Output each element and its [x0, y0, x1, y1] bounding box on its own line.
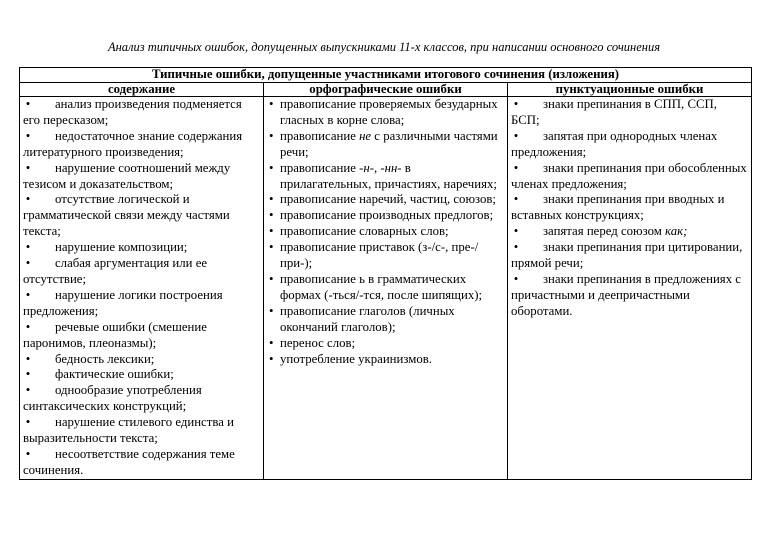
list-item-text: правописание: [280, 160, 360, 175]
bullet-icon: •: [269, 303, 274, 318]
list-item: [23, 352, 260, 368]
list-item-text: правописание словарных слов;: [280, 224, 449, 239]
list-item: [23, 97, 260, 129]
list-item: [267, 272, 504, 304]
list-item: [511, 272, 748, 320]
list-item-text: знаки препинания при цитировании, прямой речи;: [511, 240, 743, 271]
bullet-icon: •: [25, 192, 31, 207]
list-item-text: правописание проверяемых безударных гласных в корне слова;: [280, 97, 498, 127]
bullet-icon: •: [513, 128, 519, 143]
list-item-text: правописание ь в грамматических формах (-ться/-тся, после шипящих);: [280, 271, 483, 302]
list-item-text: употребление украинизмов.: [280, 351, 432, 366]
list-item-text: знаки препинания при вводных и вставных конструкциях;: [511, 192, 725, 223]
bullet-icon: •: [269, 208, 274, 223]
punctuation-errors-cell: [508, 97, 752, 480]
bullet-icon: •: [513, 224, 519, 239]
bullet-icon: •: [25, 367, 31, 382]
document-caption: Анализ типичных ошибок, допущенных выпускниками 11-х классов, при написании основного сочинения: [107, 40, 661, 54]
bullet-icon: •: [269, 351, 274, 366]
list-item-text: речевые ошибки (смешение паронимов, плеоназмы);: [23, 319, 207, 350]
bullet-icon: •: [25, 128, 31, 143]
bullet-icon: •: [513, 160, 519, 175]
list-item-text: правописание производных предлогов;: [280, 208, 494, 223]
list-item: [23, 320, 260, 352]
list-item: [267, 240, 504, 272]
bullet-icon: •: [513, 240, 519, 255]
list-item-text: с различными частями речи;: [280, 128, 498, 159]
spelling-errors-cell: [264, 97, 508, 480]
bullet-icon: •: [513, 271, 519, 286]
list-item-text: как;: [665, 224, 688, 239]
list-item: [511, 240, 748, 272]
list-item: [23, 447, 260, 479]
bullet-icon: •: [25, 287, 31, 302]
column-header-content: содержание: [20, 82, 264, 97]
list-item: [267, 224, 504, 240]
list-item: [23, 161, 260, 193]
list-item-text: однообразие употребления синтаксических конструкций;: [23, 383, 202, 414]
list-item: [267, 304, 504, 336]
list-item: [267, 129, 504, 161]
list-item-text: бедность лексики;: [55, 351, 155, 366]
bullet-icon: •: [269, 160, 274, 175]
bullet-icon: •: [25, 256, 31, 271]
list-item-text: несоответствие содержания теме сочинения.: [23, 446, 235, 477]
list-item-text: отсутствие логической и грамматической связи между частями текста;: [23, 192, 230, 239]
list-item: [23, 129, 260, 161]
list-item-text: нарушение композиции;: [55, 240, 188, 255]
bullet-icon: •: [269, 97, 274, 111]
bullet-icon: •: [25, 97, 31, 111]
table-header-row: [20, 82, 752, 97]
list-item-text: правописание: [280, 128, 360, 143]
bullet-icon: •: [25, 446, 31, 461]
list-item-text: запятая перед союзом: [543, 224, 666, 239]
list-item-text: -н-, -нн-: [359, 160, 402, 175]
column-header-spelling: орфографические ошибки: [264, 82, 508, 97]
list-item-text: запятая при однородных членах предложения;: [511, 128, 718, 159]
list-item-text: знаки препинания в СПП, ССП, БСП;: [511, 97, 717, 127]
list-item-text: знаки препинания при обособленных членах предложения;: [511, 160, 747, 191]
list-item: [511, 192, 748, 224]
list-item-text: слабая аргументация или ее отсутствие;: [23, 256, 208, 286]
list-item: [267, 352, 504, 368]
bullet-icon: •: [513, 97, 519, 111]
content-errors-cell: [20, 97, 264, 480]
list-item-text: не: [359, 128, 372, 143]
list-item: [511, 224, 748, 240]
list-item: [511, 129, 748, 161]
bullet-icon: •: [269, 128, 274, 143]
bullet-icon: •: [513, 192, 519, 207]
bullet-icon: •: [269, 224, 274, 239]
list-item-text: правописание приставок (з-/с-, пре-/при-);: [280, 240, 479, 271]
list-item: [23, 192, 260, 240]
list-item: [267, 161, 504, 193]
column-header-punctuation: пунктуационные ошибки: [508, 82, 752, 97]
list-item: [23, 415, 260, 447]
list-item: [267, 97, 504, 129]
bullet-icon: •: [25, 319, 31, 334]
list-item: [23, 240, 260, 256]
list-item: [267, 336, 504, 352]
table-title: Типичные ошибки, допущенные участниками итогового сочинения (изложения): [20, 68, 752, 83]
list-item: [511, 97, 748, 129]
table-title-row: [20, 68, 752, 83]
list-item-text: правописание наречий, частиц, союзов;: [280, 192, 496, 207]
list-item-text: в прилагательных, причастиях, наречиях;: [280, 160, 497, 191]
list-item-text: перенос слов;: [280, 335, 356, 350]
table-body-row: [20, 97, 752, 480]
list-item-text: недостаточное знание содержания литературного произведения;: [23, 128, 243, 159]
bullet-icon: •: [269, 271, 274, 286]
bullet-icon: •: [25, 351, 31, 366]
bullet-icon: •: [25, 160, 31, 175]
list-item-text: нарушение логики построения предложения;: [23, 287, 223, 318]
bullet-icon: •: [269, 240, 274, 255]
list-item-text: анализ произведения подменяется его пересказом;: [23, 97, 242, 127]
list-item-text: правописание глаголов (личных окончаний глаголов);: [280, 303, 455, 334]
list-item: [23, 256, 260, 288]
list-item-text: знаки препинания в предложениях с причастными и деепричастными оборотами.: [511, 271, 741, 318]
bullet-icon: •: [25, 383, 31, 398]
list-item: [511, 161, 748, 193]
list-item-text: нарушение соотношений между тезисом и доказательством;: [23, 160, 231, 191]
list-item: [267, 208, 504, 224]
list-item: [23, 367, 260, 383]
list-item: [23, 383, 260, 415]
bullet-icon: •: [269, 335, 274, 350]
bullet-icon: •: [25, 240, 31, 255]
list-item-text: нарушение стилевого единства и выразительности текста;: [23, 415, 234, 446]
bullet-icon: •: [25, 415, 31, 430]
bullet-icon: •: [269, 192, 274, 207]
list-item: [23, 288, 260, 320]
list-item: [267, 192, 504, 208]
list-item-text: фактические ошибки;: [55, 367, 174, 382]
errors-table: [19, 67, 752, 480]
